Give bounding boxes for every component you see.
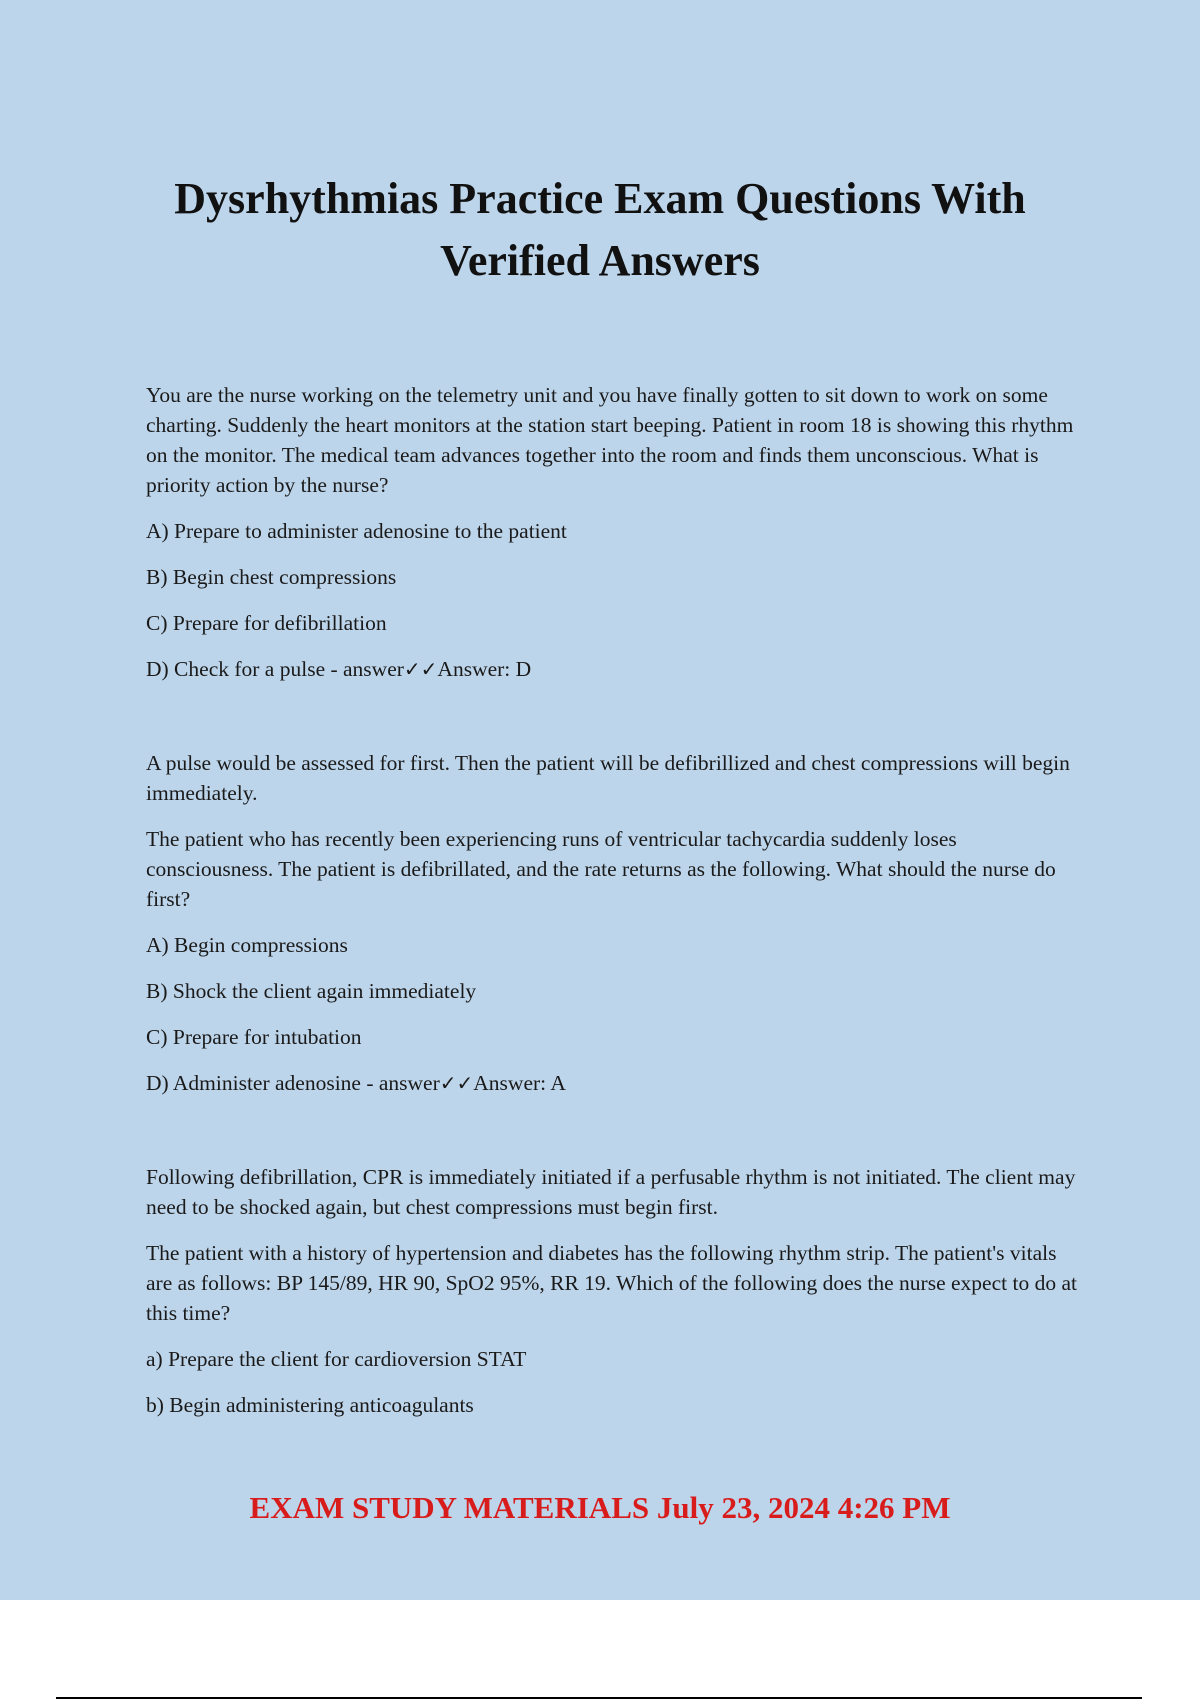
question-1-option-d [146,654,1088,684]
question-2-answer: Answer: A [473,1071,566,1095]
question-3-stem: The patient with a history of hypertension and diabetes has the following rhythm strip. The patient's vitals are as follows: BP 145/89, HR 90, SpO2 95%, RR 19. Which of the following does the nurse expect to do at this time? [146,1241,1077,1325]
question-1-stem: You are the nurse working on the telemetry unit and you have finally gotten to sit down to work on some charting. Suddenly the heart monitors at the station start beeping. Patient in room 18 is showing this rhythm on the monitor. The medical team advances together into the room and finds them unconscious. What is priority action by the nurse? [146,383,1074,497]
question-1-answer: Answer: D [437,657,532,681]
verified-check-icon: ✓✓ [439,1071,474,1095]
question-1-option-c: C) Prepare for defibrillation [146,611,387,635]
bottom-divider [56,1697,1142,1699]
question-2-stem: The patient who has recently been experiencing runs of ventricular tachycardia suddenly loses consciousness. The patient is defibrillated, and the rate returns as the following. What should the nurse do first? [146,827,1056,911]
spacer [146,1114,1088,1162]
question-2-option-b: B) Shock the client again immediately [146,979,477,1003]
document-body [146,380,1088,1436]
question-1-option-b: B) Begin chest compressions [146,565,397,589]
page-title: Dysrhythmias Practice Exam Questions With Verified Answers [174,174,1026,285]
question-2-option-d [146,1068,1088,1098]
verified-check-icon: ✓✓ [403,657,438,681]
question-1-option-a: A) Prepare to administer adenosine to the patient [146,519,567,543]
question-3-option-b: b) Begin administering anticoagulants [146,1393,474,1417]
question-2-rationale: Following defibrillation, CPR is immediately initiated if a perfusable rhythm is not initiated. The client may need to be shocked again, but chest compressions must begin first. [146,1165,1076,1219]
question-1-rationale: A pulse would be assessed for first. Then the patient will be defibrillized and chest compressions will begin immediately. [146,751,1070,805]
question-2-option-d-text: D) Administer adenosine - answer [146,1071,440,1095]
exam-materials-stamp: EXAM STUDY MATERIALS July 23, 2024 4:26 PM [249,1490,951,1525]
question-2-option-c: C) Prepare for intubation [146,1025,362,1049]
question-2-option-a: A) Begin compressions [146,933,348,957]
spacer [146,700,1088,748]
question-3-option-a: a) Prepare the client for cardioversion STAT [146,1347,527,1371]
question-1-option-d-text: D) Check for a pulse - answer [146,657,404,681]
